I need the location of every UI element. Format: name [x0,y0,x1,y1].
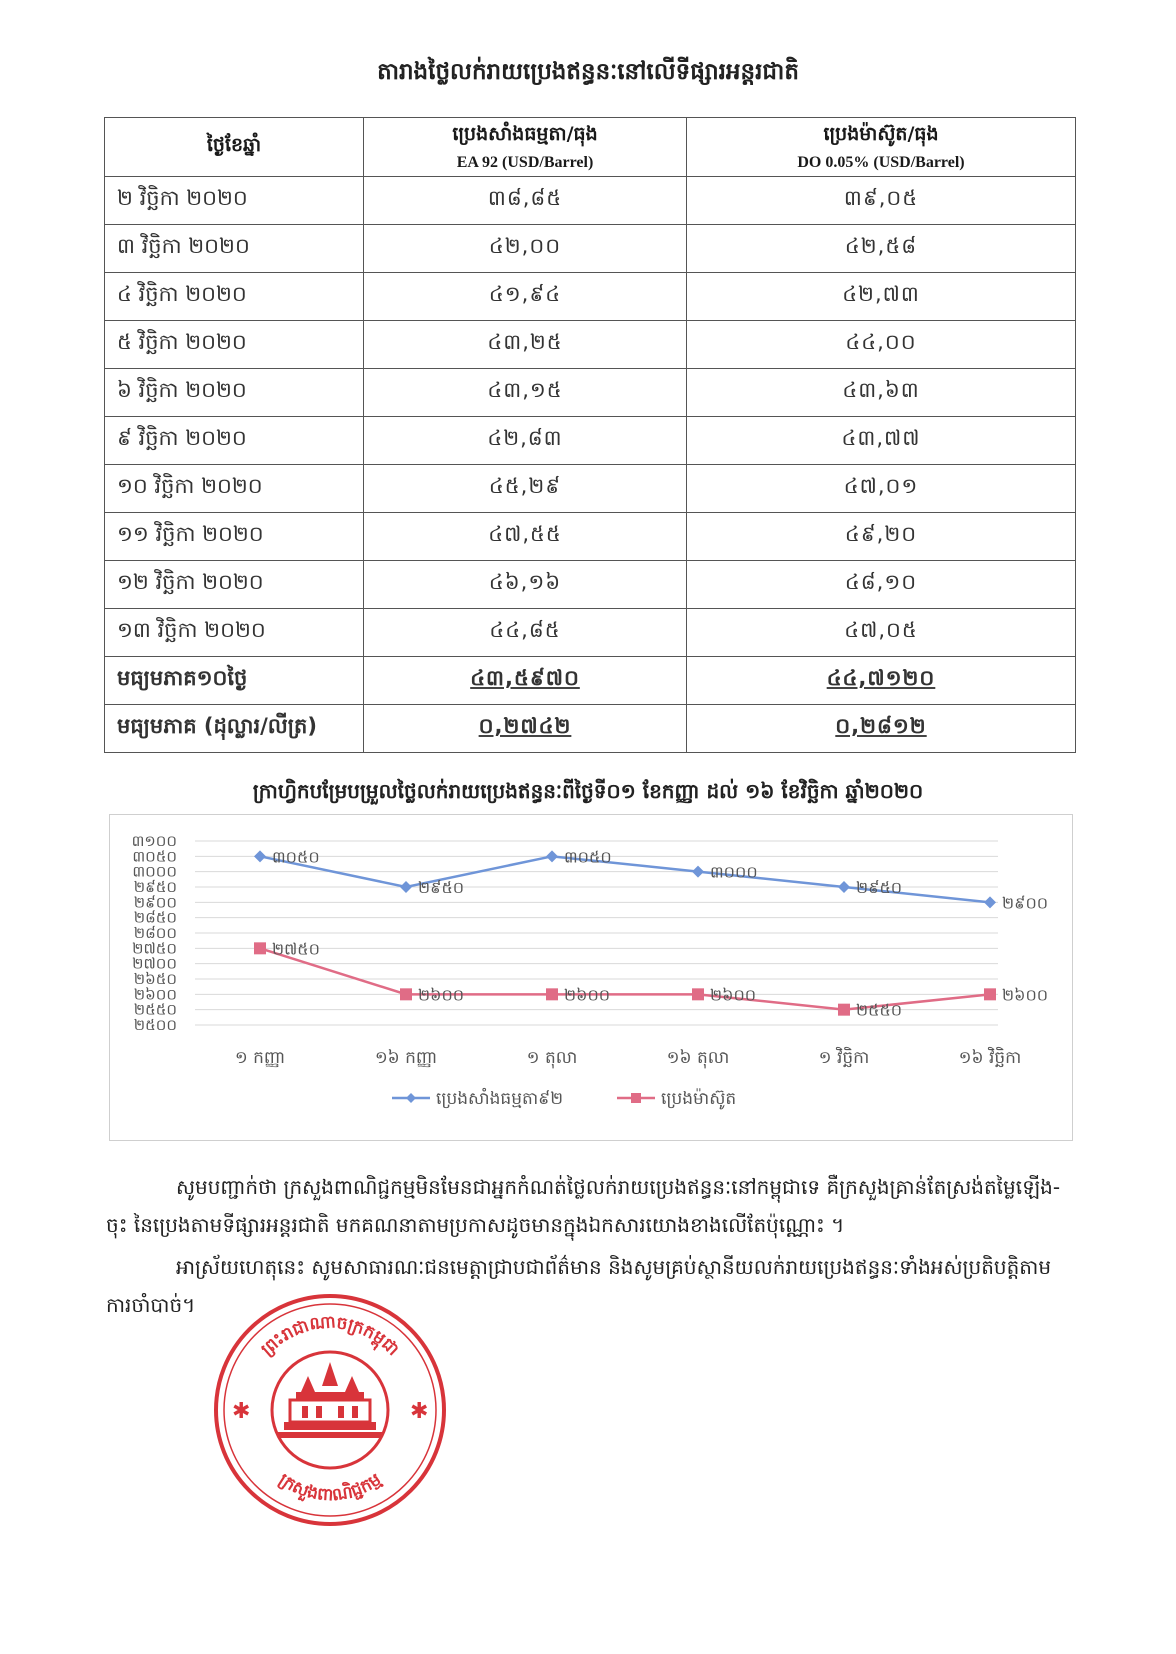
data-label: ២៥៥០ [856,1000,903,1020]
data-point [692,866,704,878]
seal-star-icon: ✱ [410,1399,429,1424]
legend-marker [406,1093,416,1103]
row-date: ២ វិច្ឆិកា ២០២០ [105,177,364,225]
header-ea92: ប្រេងសាំងធម្មតា/ធុង EA 92 (USD/Barrel) [364,118,687,177]
x-tick-label: ១៦ កញ្ញា [374,1048,438,1068]
row-ea92: ៤៣,១៥ [364,369,687,417]
data-point [838,1004,850,1016]
y-tick-label: ២៧៥០ [132,939,177,958]
table-header-row [105,118,1076,177]
table-row [105,513,1076,561]
row-diesel: ៤៨,១០ [687,561,1076,609]
avg10-label: មធ្យមភាគ១០ថ្ងៃ [105,657,364,705]
avg10-diesel: ៤៤,៧១២០ [687,657,1076,705]
seal-star-icon: ✱ [232,1399,251,1424]
data-point [400,988,412,1000]
data-point [546,850,558,862]
table-row [105,609,1076,657]
y-tick-label: ៣០០០ [132,862,177,881]
table-row [105,417,1076,465]
seal-bottom-text: ក្រសួងពាណិជ្ជកម្ម [274,1469,386,1506]
y-tick-label: ២៥០០ [133,1016,177,1034]
row-ea92: ៤៦,១៦ [364,561,687,609]
row-ea92: ៣៨,៨៥ [364,177,687,225]
legend-label: ប្រេងម៉ាស៊ូត [661,1089,737,1109]
y-tick-label: ២៩០០ [133,893,177,912]
x-tick-label: ១ កញ្ញា [234,1048,286,1068]
y-tick-label: ២៥៥០ [133,1000,177,1019]
notice-paragraph-2: អាស្រ័យហេតុនេះ សូមសាធារណៈជនមេត្តាជ្រាបជាព័ត៌មាន និងសូមគ្រប់ស្ថានីយលក់រាយប្រេងឥន្ធនៈទាំងអស់ប្រតិបត្តិតាមការចាំបាច់។ [106,1255,1052,1317]
row-ea92: ៤២,០០ [364,225,687,273]
data-label: ២៩៥០ [418,878,465,897]
data-point [984,988,996,1000]
table-row [105,561,1076,609]
chart-title: ក្រាហ្វិកបម្រែបម្រួលថ្លៃលក់រាយប្រេងឥន្ធនៈពីថ្ងៃទី០១ ខែកញ្ញា ដល់ ១៦ ខែវិច្ឆិកា ឆ្នាំ២០២០ [252,779,924,803]
table-row [105,321,1076,369]
chart-svg [110,815,1072,1140]
y-tick-label: ៣០៥០ [132,847,177,866]
row-diesel: ៤៣,៧៧ [687,417,1076,465]
notice-paragraph-1: សូមបញ្ជាក់ថា ក្រសួងពាណិជ្ជកម្មមិនមែនជាអ្នកកំណត់ថ្លៃលក់រាយប្រេងឥន្ធនៈនៅកម្ពុជាទេ គឺក្រសួងគ្រាន់តែស្រង់តម្លៃឡើង-ចុះ នៃប្រេងតាមទីផ្សារអន្តរជាតិ មកគណនាតាមប្រកាសដូចមានក្នុងឯកសារយោងខាងលើតែប៉ុណ្ណោះ ។ [106,1175,1061,1237]
data-label: ៣០០០ [710,862,758,882]
x-tick-label: ១៦ វិច្ឆិកា [958,1048,1022,1068]
table-row [105,465,1076,513]
row-ea92: ៤៣,២៥ [364,321,687,369]
avg-litre-ea92: ០,២៧៤២ [364,705,687,753]
table-row [105,369,1076,417]
data-label: ២៧៥០ [272,939,320,959]
data-point [984,896,996,908]
row-date: ៩ វិច្ឆិកា ២០២០ [105,417,364,465]
row-date: ១១ វិច្ឆិកា ២០២០ [105,513,364,561]
data-label: ៣០៥០ [564,847,612,867]
row-date: ៦ វិច្ឆិកា ២០២០ [105,369,364,417]
data-point [400,881,412,893]
price-line-chart [109,814,1073,1141]
data-point [838,881,850,893]
row-diesel: ៤៧,០៥ [687,609,1076,657]
row-diesel: ៤៣,៦៣ [687,369,1076,417]
row-ea92: ៤៤,៨៥ [364,609,687,657]
average-per-litre-row [105,705,1076,753]
row-ea92: ៤៧,៥៥ [364,513,687,561]
angkor-temple-icon [278,1362,382,1438]
data-label: ២៦០០ [564,985,611,1005]
row-diesel: ៤២,៧៣ [687,273,1076,321]
data-label: ២៩៥០ [856,878,903,897]
x-tick-label: ១៦ តុលា [666,1048,730,1068]
seal-inner-ring [224,1304,436,1516]
y-tick-label: ២៦៥០ [133,970,177,988]
avg10-ea92: ៤៣,៥៩៧០ [364,657,687,705]
data-point [254,942,266,954]
y-tick-label: ២៦០០ [133,985,177,1004]
header-date: ថ្ងៃខែឆ្នាំ [105,118,364,177]
data-point [546,988,558,1000]
y-tick-label: ២៨៥០ [133,908,177,927]
y-tick-label: ២៨០០ [133,924,177,942]
data-label: ២៦០០ [710,985,757,1005]
row-date: ១៣ វិច្ឆិកា ២០២០ [105,609,364,657]
average-10-day-row [105,657,1076,705]
data-label: ២៦០០ [418,985,465,1005]
row-ea92: ៤៥,២៩ [364,465,687,513]
y-tick-label: ២៩៥០ [133,878,177,896]
header-diesel: ប្រេងម៉ាស៊ូត/ធុង DO 0.05% (USD/Barrel) [687,118,1076,177]
legend-marker [631,1093,641,1103]
y-tick-label: ២៧០០ [132,954,177,973]
table-row [105,225,1076,273]
row-diesel: ៤៧,០១ [687,465,1076,513]
x-tick-label: ១ វិច្ឆិកា [818,1048,870,1068]
y-tick-label: ៣១០០ [131,832,177,850]
data-label: ២៦០០ [1002,985,1049,1005]
data-point [254,850,266,862]
ministry-seal [210,1290,450,1530]
avg-litre-diesel: ០,២៨១២ [687,705,1076,753]
row-date: ៥ វិច្ឆិកា ២០២០ [105,321,364,369]
table-row [105,177,1076,225]
x-tick-label: ១ តុលា [526,1048,578,1068]
data-label: ៣០៥០ [272,847,320,867]
row-date: ១០ វិច្ឆិកា ២០២០ [105,465,364,513]
row-ea92: ៤១,៩៤ [364,273,687,321]
legend-label: ប្រេងសាំងធម្មតា៩២ [436,1089,564,1109]
row-diesel: ៤៩,២០ [687,513,1076,561]
avg-litre-label: មធ្យមភាគ (ដុល្លារ/លីត្រ) [105,705,364,753]
row-diesel: ៤២,៥៨ [687,225,1076,273]
row-date: ១២ វិច្ឆិកា ២០២០ [105,561,364,609]
fuel-price-table [104,117,1076,753]
data-point [692,988,704,1000]
row-date: ៤ វិច្ឆិកា ២០២០ [105,273,364,321]
row-ea92: ៤២,៨៣ [364,417,687,465]
row-diesel: ៣៩,០៥ [687,177,1076,225]
row-diesel: ៤៤,០០ [687,321,1076,369]
data-label: ២៩០០ [1002,893,1049,913]
row-date: ៣ វិច្ឆិកា ២០២០ [105,225,364,273]
seal-top-text: ព្រះរាជាណាចក្រកម្ពុជា [257,1312,403,1360]
page-title: តារាងថ្លៃលក់រាយប្រេងឥន្ធនៈនៅលើទីផ្សារអន្តរជាតិ [377,59,799,85]
table-row [105,273,1076,321]
